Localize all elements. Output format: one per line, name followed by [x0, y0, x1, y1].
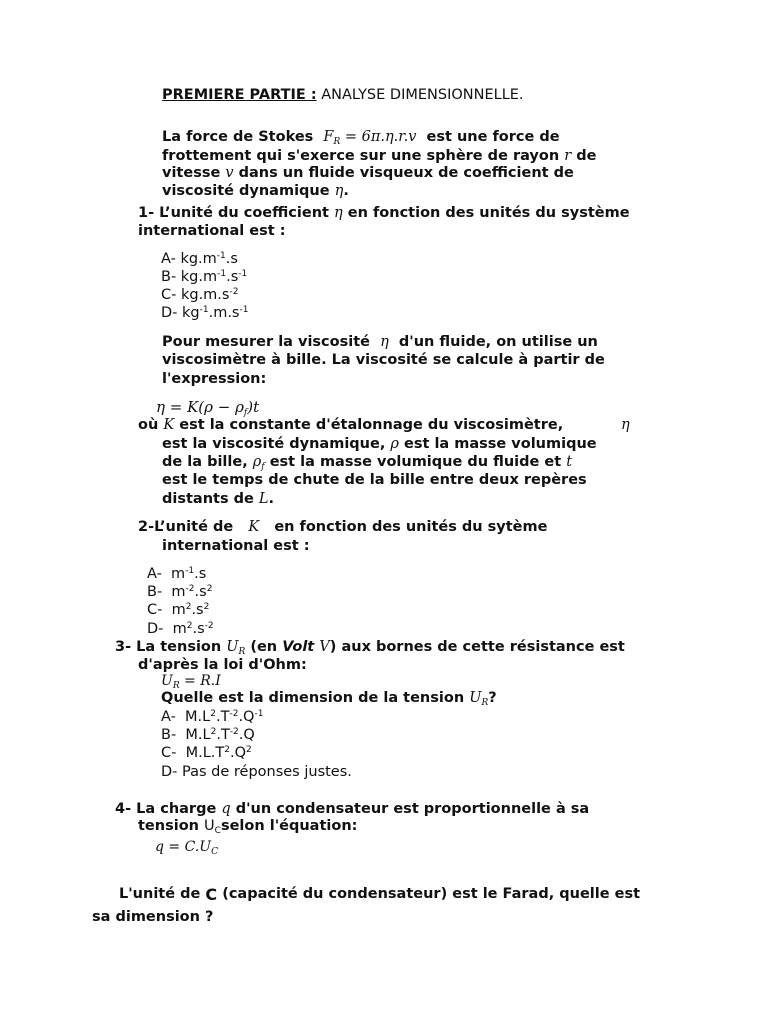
visco-formula: $\eta = K(\rho - \rho_f)t$ [156, 398, 260, 418]
visco-def-2: est la viscosité dynamique, ρ est la masse volumique [162, 436, 597, 452]
q2-option-c: C- $m^2.s^2$ [147, 602, 210, 618]
q3-question: Quelle est la dimension de la tension $U_R$? [161, 690, 497, 708]
q4-line-1: 4- La charge q d'un condensateur est proportionnelle à sa [115, 801, 590, 817]
q1-option-b: B- $kg.m^{-1}.s^{-1}$ [161, 269, 248, 285]
q1-option-d: D- $kg^{-1}.m.s^{-1}$ [161, 305, 249, 321]
stokes-formula: $F_R = 6\pi.\eta.r.v$ [323, 129, 417, 147]
q1-option-c: C- $kg.m.s^{-2}$ [161, 287, 239, 303]
visco-def-3: de la bille, $\rho_f$ est la masse volumique du fluide et t [162, 454, 573, 472]
q3-option-b: B- $M.L^2.T^{-2}.Q$ [161, 727, 255, 743]
intro-line-3: vitesse v dans un fluide visqueux de coefficient de [162, 165, 574, 181]
q2-option-d: D- $m^2.s^{-2}$ [147, 621, 214, 637]
heading-bold: PREMIERE PARTIE : [162, 87, 317, 103]
q1-line-2: international est : [138, 223, 286, 239]
q3-line-2: d'après la loi d'Ohm: [138, 657, 307, 673]
intro-line-1: La force de Stokes $F_R = 6\pi.\eta.r.v$ est une force de [162, 129, 560, 147]
visco-line-2: viscosimètre à bille. La viscosité se calcule à partir de [162, 352, 605, 368]
q2-option-a: A- $m^{-1}.s$ [147, 566, 207, 582]
visco-def-5: distants de L. [162, 491, 275, 507]
q3-option-c: C- $M.L.T^2.Q^2$ [161, 745, 252, 761]
q4-line-2: tension $U_Cselon$ l'équation: [138, 818, 358, 836]
q1-line-1: 1- L’unité du coefficient η en fonction des unités du système [138, 205, 630, 221]
visco-def-1: où K est la constante d'étalonnage du viscosimètre, η [138, 417, 630, 433]
final-line-1: L'unité de C (capacité du condensateur) est le Farad, quelle est [119, 885, 641, 904]
section-heading [162, 86, 524, 104]
q3-option-d: D- Pas de réponses justes. [161, 764, 352, 780]
q2-line-1: 2-L’unité de K en fonction des unités du sytème [138, 519, 548, 535]
q2-option-b: B- $m^{-2}.s^2$ [147, 584, 213, 600]
q3-formula: $U_R = R.I$ [161, 673, 221, 691]
q2-line-2: international est : [162, 538, 310, 554]
heading-rest: ANALYSE DIMENSIONNELLE. [316, 87, 524, 103]
intro-line-2: frottement qui s'exerce sur une sphère de rayon r de [162, 148, 597, 164]
visco-line-1: Pour mesurer la viscosité η d'un fluide, on utilise un [162, 334, 598, 350]
q3-line-1: 3- La tension $U_R$ (en Volt V) aux bornes de cette résistance est [115, 639, 625, 657]
final-line-2: sa dimension ? [92, 909, 214, 925]
visco-def-4: est le temps de chute de la bille entre deux repères [162, 472, 587, 488]
intro-line-4: viscosité dynamique η. [162, 183, 349, 199]
visco-line-3: l'expression: [162, 371, 267, 387]
q4-formula: $q = C.U_C$ [155, 839, 218, 857]
q1-option-a: A- $kg.m^{-1}.s$ [161, 251, 238, 267]
q3-option-a: A- $M.L^2.T^{-2}.Q^{-1}$ [161, 709, 264, 725]
